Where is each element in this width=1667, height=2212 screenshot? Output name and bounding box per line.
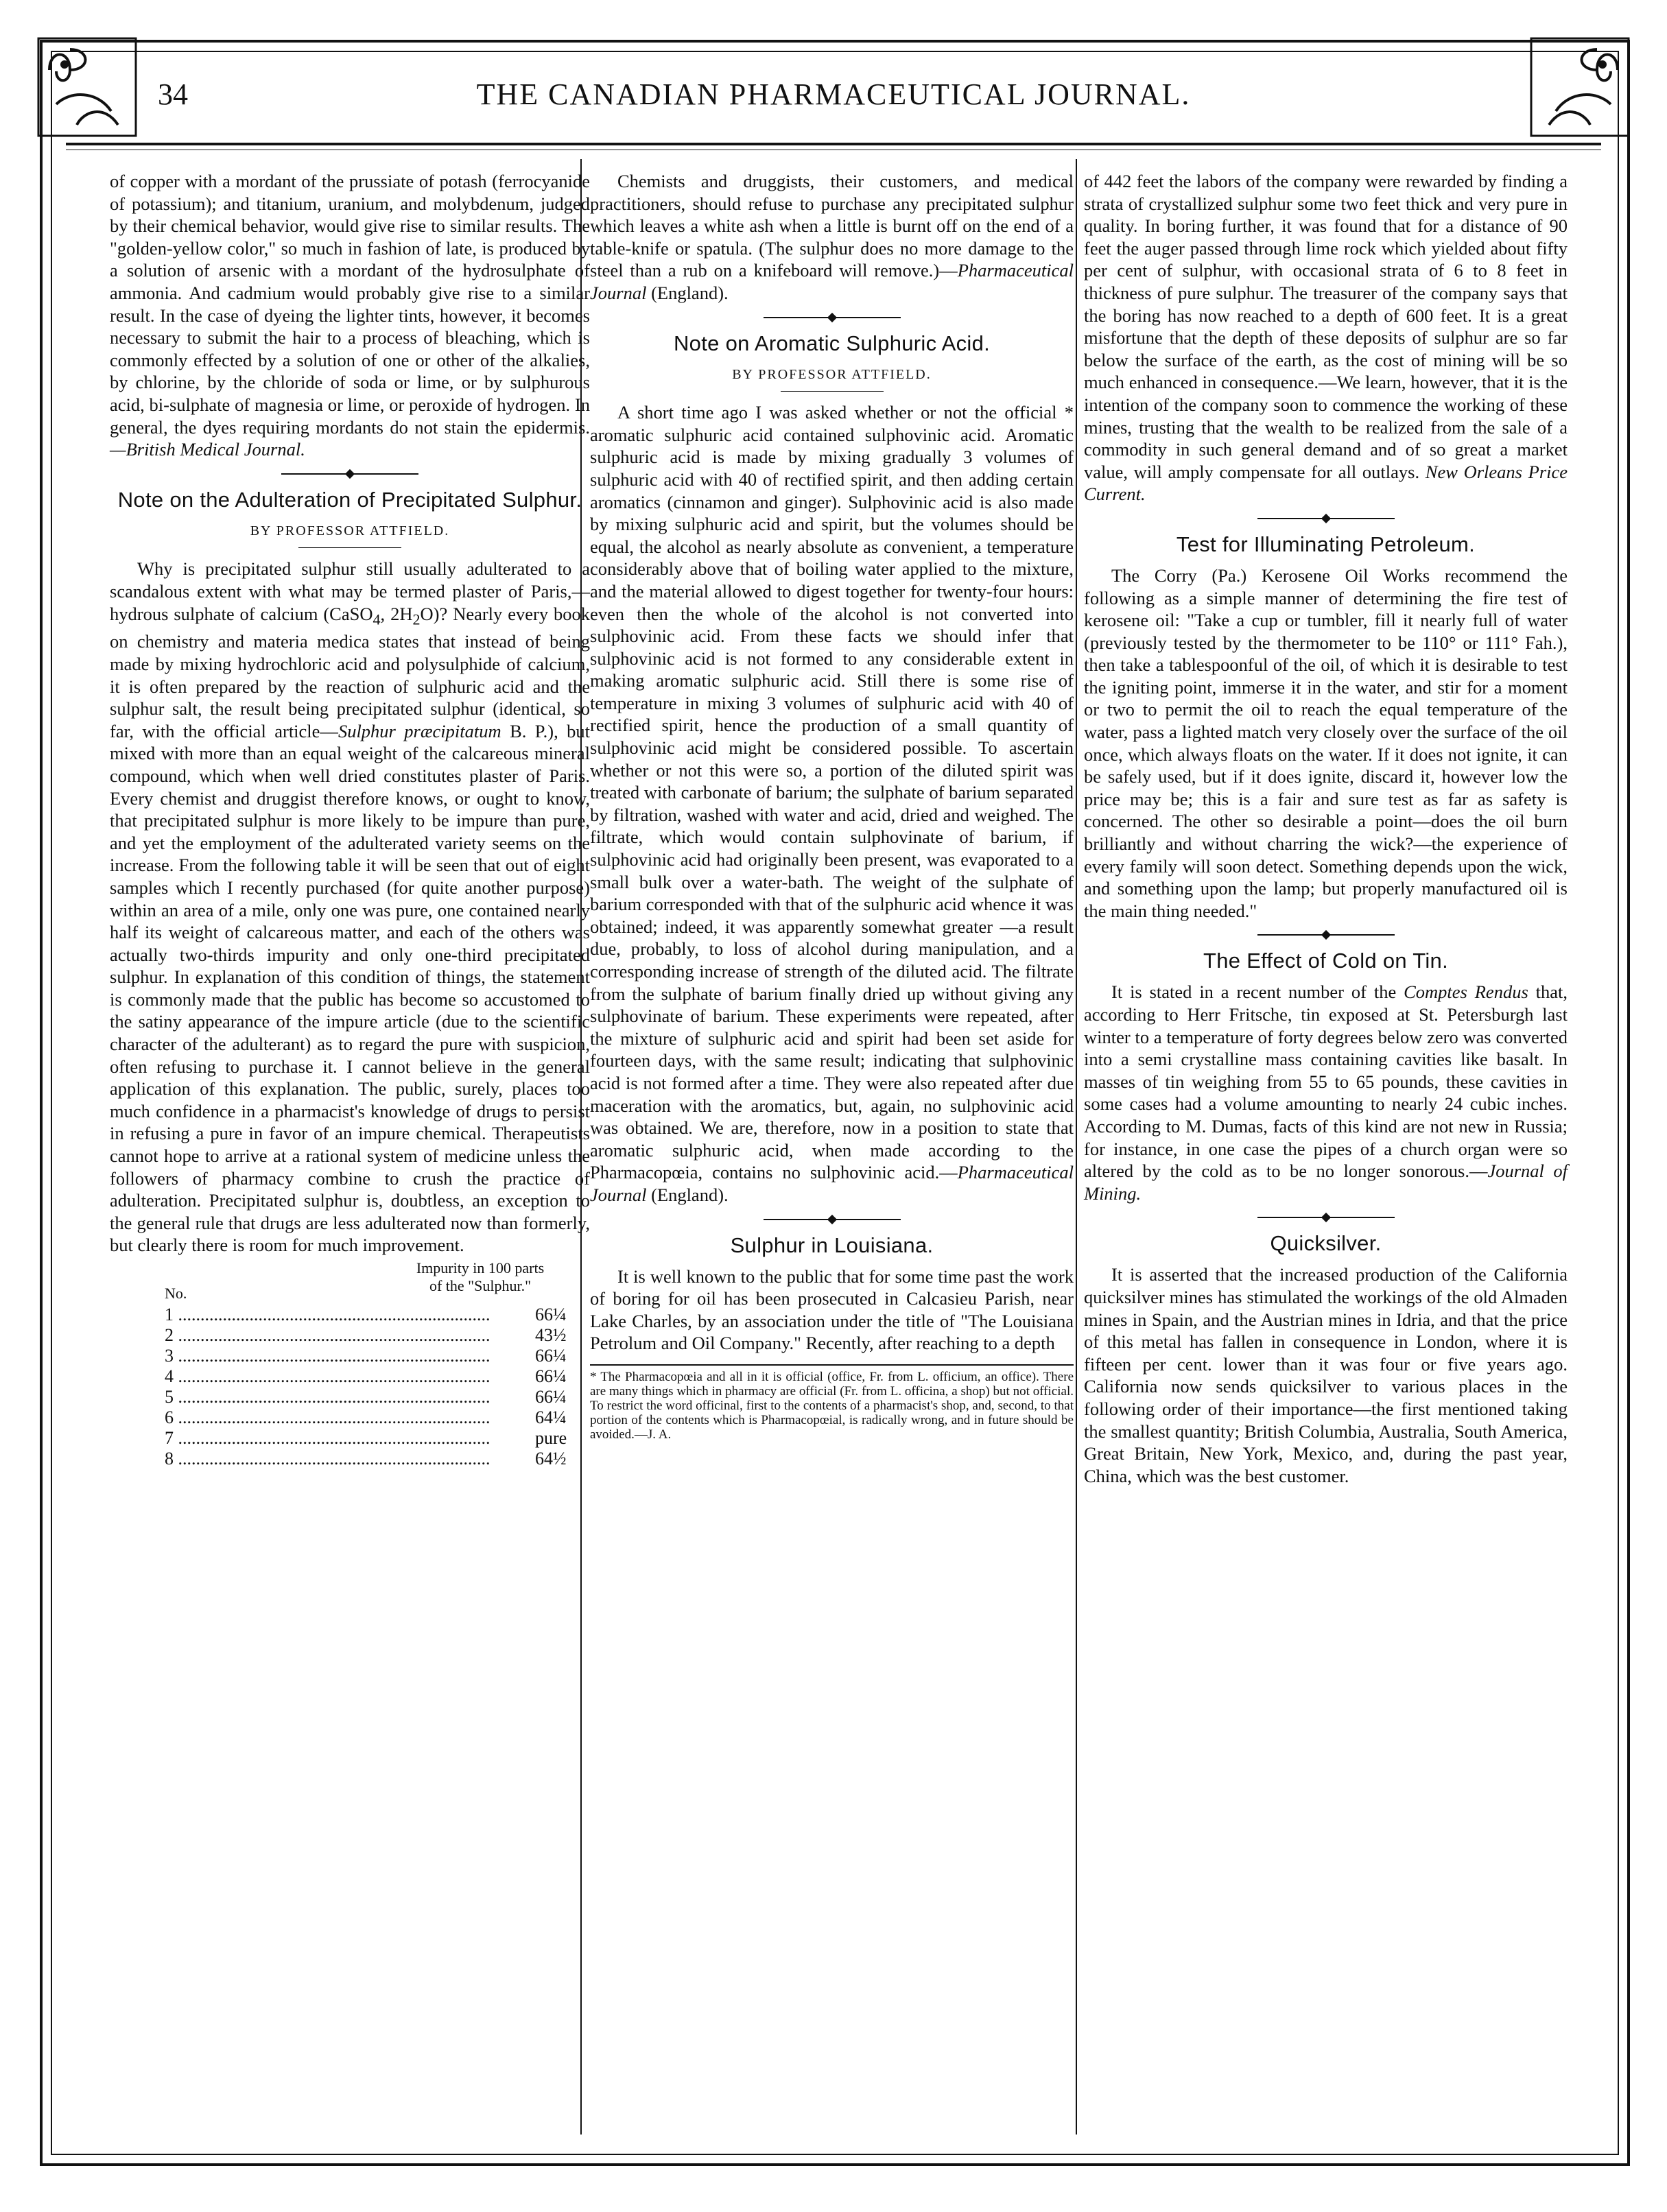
italic-term: Comptes Rendus [1404,982,1528,1003]
impurity-table [110,1305,590,1469]
footnote: * The Pharmacopœia and all in it is official (office, Fr. from L. officium, an office). There are many things which in pharmacy are official (Fr. from L. officina, a shop) but not official. To restrict the word officinal, first to the contents of a pharmacist's shop, and, second, to that portion of the contents which is Pharmacopœial, is radically wrong, and in future should be avoided.—J. A. [590,1369,1074,1442]
row-number: 2 ..... [165,1325,531,1346]
column-divider [1076,159,1077,2134]
byline-rule [781,391,884,392]
row-number: 4 ..... [165,1366,531,1387]
table-row [165,1346,590,1366]
paragraph [590,170,1074,305]
row-value: 43½ [535,1325,567,1346]
column-3 [1084,170,1568,1487]
page-number: 34 [158,78,188,111]
article-title: Note on Aromatic Sulphuric Acid. [673,331,991,355]
row-number: 7 ..... [165,1428,531,1449]
column-1 [110,170,590,1469]
italic-term: Sulphur præcipitatum [338,720,501,741]
article-title: Sulphur in Louisiana. [730,1233,934,1257]
paragraph-text: A short time ago I was asked whether or not the official * aromatic sulphuric acid contained sulphovinic acid. Aromatic sulphuric acid is made by mixing gradually 3 volumes of sulphuric acid with 40 of rectified spirit, and then adding certain aromatics (cinnamon and ginger). Sulphovinic acid is also made by mixing sulphuric acid and spirit, but the volumes should be equal, the alcohol as nearly absolute as convenient, a temperature considerably above that of boiling water applied to the mixture, and the material allowed to digest together for twenty-four hours: even then the whole of the alcohol is not converted into sulphovinic acid. From these facts we should infer that sulphovinic acid is not formed to any considerable extent in making aromatic sulphuric acid. Still there is some rise of temperature in mixing 3 volumes of sulphuric acid with 40 of rectified spirit, hence the production of a small quantity of sulphovinic acid might be considered possible. To ascertain whether or not this were so, a portion of the diluted spirit was treated with carbonate of barium; the sulphate of barium separated by filtration, washed with water and acid, dried and weighed. The filtrate, which would contain sulphovinate of barium, if sulphovinic acid had originally been present, was evaporated to a small bulk over a water-bath. The weight of the sulphate of barium corresponded with that of the sulphuric acid whence it was obtained; indeed, it was apparently somewhat greater —a result due, probably, to loss of alcohol during manipulation, and a corresponding increase of strength of the diluted acid. The filtrate from the sulphate of barium finally dried up without giving any sulphovinate of barium. These experiments were repeated, after the mixture of sulphuric acid and spirit had been set aside for fourteen days, with the same result; indicating that sulphovinic acid is not formed after a time. They were also repeated after due maceration with the aromatics, but, again, no sulphovinic acid was obtained. We are, therefore, now in a position to state that aromatic sulphuric acid, when made according to the Pharmacopœia, contains no sulphovinic acid.— [590,402,1074,1183]
byline-rule [298,547,401,548]
source-citation: —British Medical Journal. [110,439,305,460]
section-separator [764,1219,901,1220]
paragraph-text: It is asserted that the increased production of the California quicksilver mines has stimulated the workings of the old Almaden mines in Spain, and the Austrian mines in Idria, and that the price of this metal has fallen in consequence in London, where it is fifteen per cent. lower than it was four or five years ago. California now sends quicksilver to various places in the following order of their importance—the first mentioned taking the smallest quantity; British Columbia, Australia, South America, Great Britain, New York, Mexico, and, during the past year, China, which was the best customer. [1084,1264,1568,1486]
paragraph [1084,170,1568,506]
article-byline: BY PROFESSOR ATTFIELD. [732,366,932,382]
footnote-rule [590,1364,1074,1366]
paragraph-text: of copper with a mordant of the prussiate of potash (ferrocyanide of potassium); and titanium, uranium, and molybdenum, judged by their chemical behavior, would give rise to similar results. The "golden-yellow color," so much in fashion of late, is produced by a solution of arsenic with a mordant of the hydrosulphate of ammonia. And cadmium would probably give rise to a similar result. In the case of dyeing the lighter tints, however, it becomes necessary to submit the hair to a process of bleaching, which is commonly effected by a solution of one or other of the alkalies, by chlorine, by the chloride of soda or lime, or by sulphurous acid, bi-sulphate of magnesia or lime, or peroxide of hydrogen. In general, the dyes requiring mordants do not stain the epidermis. [110,171,590,438]
paragraph-text: Chemists and druggists, their customers, and medical practitioners, should refuse to purchase any precipitated sulphur which leaves a white ash when a little is burnt off on the end of a table-knife or spatula. (The sulphur does no more damage to the steel than a rub on a knifeboard will remove.)— [590,171,1074,281]
row-number: 8 ..... [165,1449,531,1469]
row-value: 66¼ [535,1366,567,1387]
row-value: pure [535,1428,567,1449]
section-separator [1257,934,1395,936]
paragraph [590,401,1074,1206]
journal-title: THE CANADIAN PHARMACEUTICAL JOURNAL. [476,78,1191,111]
article-title: Test for Illuminating Petroleum. [1176,532,1476,556]
table-row [165,1449,590,1469]
paragraph-text: of 442 feet the labors of the company were rewarded by finding a strata of crystallized sulphur some two feet thick and very pure in quality. In boring further, it was found that for a distance of 90 feet the auger passed through lime rock which yielded about fifty per cent of sulphur, with occasional strata of 6 to 8 feet in thickness of pure sulphur. The treasurer of the company says that the boring has now reached to a depth of 600 feet. It is a great misfortune that the depth of these deposits of sulphur are so far below the surface of the earth, as the cost of mining will be so much enhanced in consequence.—We learn, however, that it is the intention of the company soon to commence the working of these mines, trusting that the wealth to be realized from the sale of a commodity in such general demand and of so great a market value, will amply compensate for all outlays. [1084,171,1568,482]
row-number: 5 ..... [165,1387,531,1407]
article-title: Quicksilver. [1270,1231,1382,1256]
subscript: 2 [412,610,421,628]
paragraph [110,170,590,461]
section-separator [1257,1217,1395,1218]
table-col-impurity [377,1259,583,1295]
page-header [158,77,1509,125]
source-citation: Pharmaceutical Journal [590,260,1074,303]
corner-ornament-right [1522,29,1638,145]
row-value: 64½ [535,1449,567,1469]
text-run: (England). [646,1184,729,1205]
paragraph [1084,564,1568,923]
section-separator [764,317,901,318]
table-row [165,1387,590,1407]
paragraph [110,558,590,1257]
row-number: 1 ..... [165,1305,531,1325]
paragraph [1084,981,1568,1204]
column-2 [590,170,1074,1442]
paragraph [1084,1263,1568,1487]
paragraph-text: The Corry (Pa.) Kerosene Oil Works recommend the following as a simple manner of determining the fire test of kerosene oil: "Take a cup or tumbler, fill it nearly full of water (previously tested by the thermometer to be 110° or 111° Fah.), then take a tablespoonful of the oil, of which it is desirable to test the igniting point, immerse it in the water, and stir for a moment or two to permit the oil to reach the equal temperature of the water, pass a lighted match very closely over the surface of the oil once, which always floats on the water. If it does not ignite, it can be safely used, but if it does ignite, discard it, however low the price may be; this is a fair and sure test as far as safety is concerned. The other so desirable a point—does the oil burn brilliantly and without charring the wick?—the experience of every family will soon detect. Something depends upon the wick, and something upon the lamp; but properly manufactured oil is the main thing needed." [1084,564,1568,921]
text-run: (England). [646,282,729,303]
text-run: , 2H [380,603,413,624]
text-run: It is stated in a recent number of the [1111,982,1404,1003]
table-row [165,1428,590,1449]
paragraph-text: It is well known to the public that for some time past the work of boring for oil has been prosecuted in Calcasieu Parish, near Lake Charles, by an association under the title of "The Louisiana Petrolum and Oil Company." Recently, after reaching to a depth [590,1265,1074,1354]
section-separator [281,473,418,475]
text-run: O)? Nearly every book on chemistry and materia medica states that instead of being made by mixing hydrochloric acid and polysulphide of calcium, it is often prepared by the reaction of sulphuric acid and the sulphur salt, the result being precipitated sulphur (identical, so far, with the official article— [110,603,591,741]
row-number: 3 ..... [165,1346,531,1366]
paragraph [590,1265,1074,1355]
table-row [165,1366,590,1387]
source-citation: New Orleans Price Current. [1084,461,1568,505]
table-row [165,1325,590,1346]
source-citation: Journal of Mining. [1084,1161,1568,1204]
row-value: 64¼ [535,1407,567,1428]
row-value: 66¼ [535,1305,567,1325]
article-byline: BY PROFESSOR ATTFIELD. [250,523,450,538]
table-col-impurity-line1: Impurity in 100 parts [416,1259,545,1277]
corner-ornament-left [29,29,145,145]
table-col-no: No. [165,1285,187,1303]
section-separator [1257,518,1395,519]
header-rule [66,143,1601,145]
text-run: that, according to Herr Fritsche, tin exposed at St. Petersburgh last winter to a temperature of forty degrees below zero was converted into a semi crystalline mass containing cavities like basalt. In masses of tin weighing from 55 to 65 pounds, these cavities in some cases had a volume amounting to nearly 24 cubic inches. According to M. Dumas, facts of this kind are not new in Russia; for instance, in one case the pipes of a church organ were so altered by the cold as to be no longer sonorous.— [1084,982,1568,1182]
article-title: Note on the Adulteration of Precipitated Sulphur. [117,487,582,512]
table-row [165,1305,590,1325]
article-title: The Effect of Cold on Tin. [1203,949,1449,973]
table-header [110,1259,590,1305]
subscript: 4 [373,610,381,628]
row-value: 66¼ [535,1387,567,1407]
text-run: Why is precipitated sulphur still usually adulterated to a scandalous extent with what may be termed plaster of Paris,—hydrous sulphate of calcium (CaSO [110,558,590,624]
source-citation: Pharmaceutical Journal [590,1162,1074,1205]
row-number: 6 ..... [165,1407,531,1428]
text-run: B. P.), but mixed with more than an equal weight of the calcareous mineral compound, which when well dried constitutes plaster of Paris. Every chemist and druggist therefore knows, or ought to know, that precipitated sulphur is more likely to be impure than pure, and yet the employment of the adulterated variety seems on the increase. From the following table it will be seen that out of eight samples which I recently purchased (for quite another purpose) within an area of a mile, only one was pure, one contained nearly half its weight of calcareous matter, and each of the others was actually two-thirds impurity and only one-third precipitated sulphur. In explanation of this condition of things, the statement is commonly made that the public has become so accustomed to the satiny appearance of the impure article (due to the scientific character of the adulterant) as to regard the pure with suspicion, often refusing to purchase it. I cannot believe in the general application of this explanation. The public, surely, places too much confidence in a pharmacist's knowledge of drugs to persist in refusing a pure in favor of an impure chemical. Therapeutists cannot hope to arrive at a rational system of medicine unless the followers of pharmacy combine to crush the practice of adulteration. Precipitated sulphur is, doubtless, an exception to the general rule that drugs are less adulterated now than formerly, but clearly there is room for much improvement. [110,720,590,1256]
table-col-impurity-line2: of the "Sulphur." [429,1277,532,1295]
row-value: 66¼ [535,1346,567,1366]
table-row [165,1407,590,1428]
